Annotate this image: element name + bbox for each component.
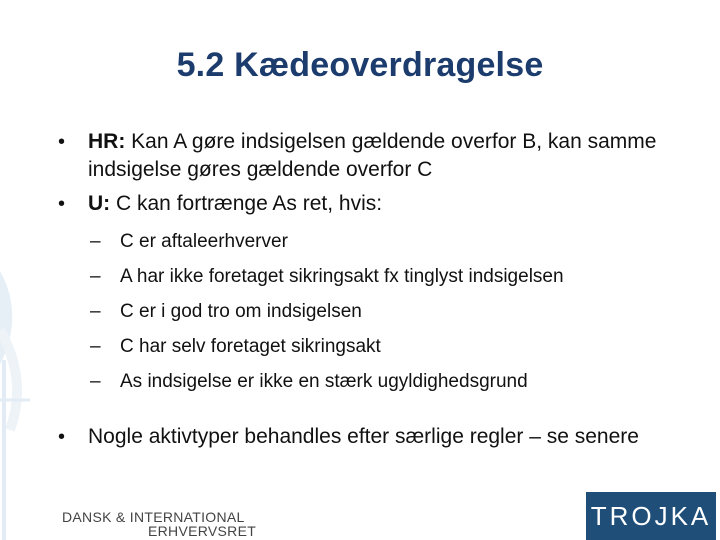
- dash-icon: –: [90, 231, 101, 252]
- footer-logo-text: [62, 509, 257, 539]
- slide-title: 5.2 Kædeoverdragelse: [176, 46, 544, 84]
- bullet-lead: HR:: [88, 130, 126, 153]
- bullet-text: C kan fortrænge As ret, hvis:: [110, 192, 383, 215]
- dash-icon: –: [90, 336, 101, 357]
- bullet-u: [56, 190, 676, 218]
- bullet-dot-icon: •: [58, 193, 66, 215]
- bullet-dot-icon: •: [58, 131, 66, 153]
- bullet-text: Nogle aktivtyper behandles efter særlige regler – se senere: [88, 425, 639, 448]
- sub-item: – C er i god tro om indsigelsen: [90, 294, 676, 329]
- bullet-hr: [56, 128, 676, 184]
- bullet-lead: U:: [88, 192, 111, 215]
- dash-icon: –: [90, 301, 101, 322]
- dash-icon: –: [90, 266, 101, 287]
- sub-list: [90, 224, 676, 399]
- sub-item: – C er aftaleerhverver: [90, 224, 676, 259]
- bullet-dot-icon: •: [58, 426, 66, 448]
- dash-icon: –: [90, 371, 101, 392]
- sub-item: – A har ikke foretaget sikringsakt fx tinglyst indsigelsen: [90, 259, 676, 294]
- sub-item: – As indsigelse er ikke en stærk ugyldighedsgrund: [90, 364, 676, 399]
- footer-line-1: DANSK & INTERNATIONAL: [62, 509, 245, 525]
- bullet-final: [56, 423, 676, 451]
- bullet-text: Kan A gøre indsigelsen gældende overfor B, kan samme indsigelse gøres gældende overfor C: [88, 130, 657, 181]
- trojka-logo: TROJKA: [586, 492, 716, 540]
- sub-item: – C har selv foretaget sikringsakt: [90, 329, 676, 364]
- footer-line-2: ERHVERVSRET: [148, 523, 257, 539]
- slide-content: [56, 128, 676, 451]
